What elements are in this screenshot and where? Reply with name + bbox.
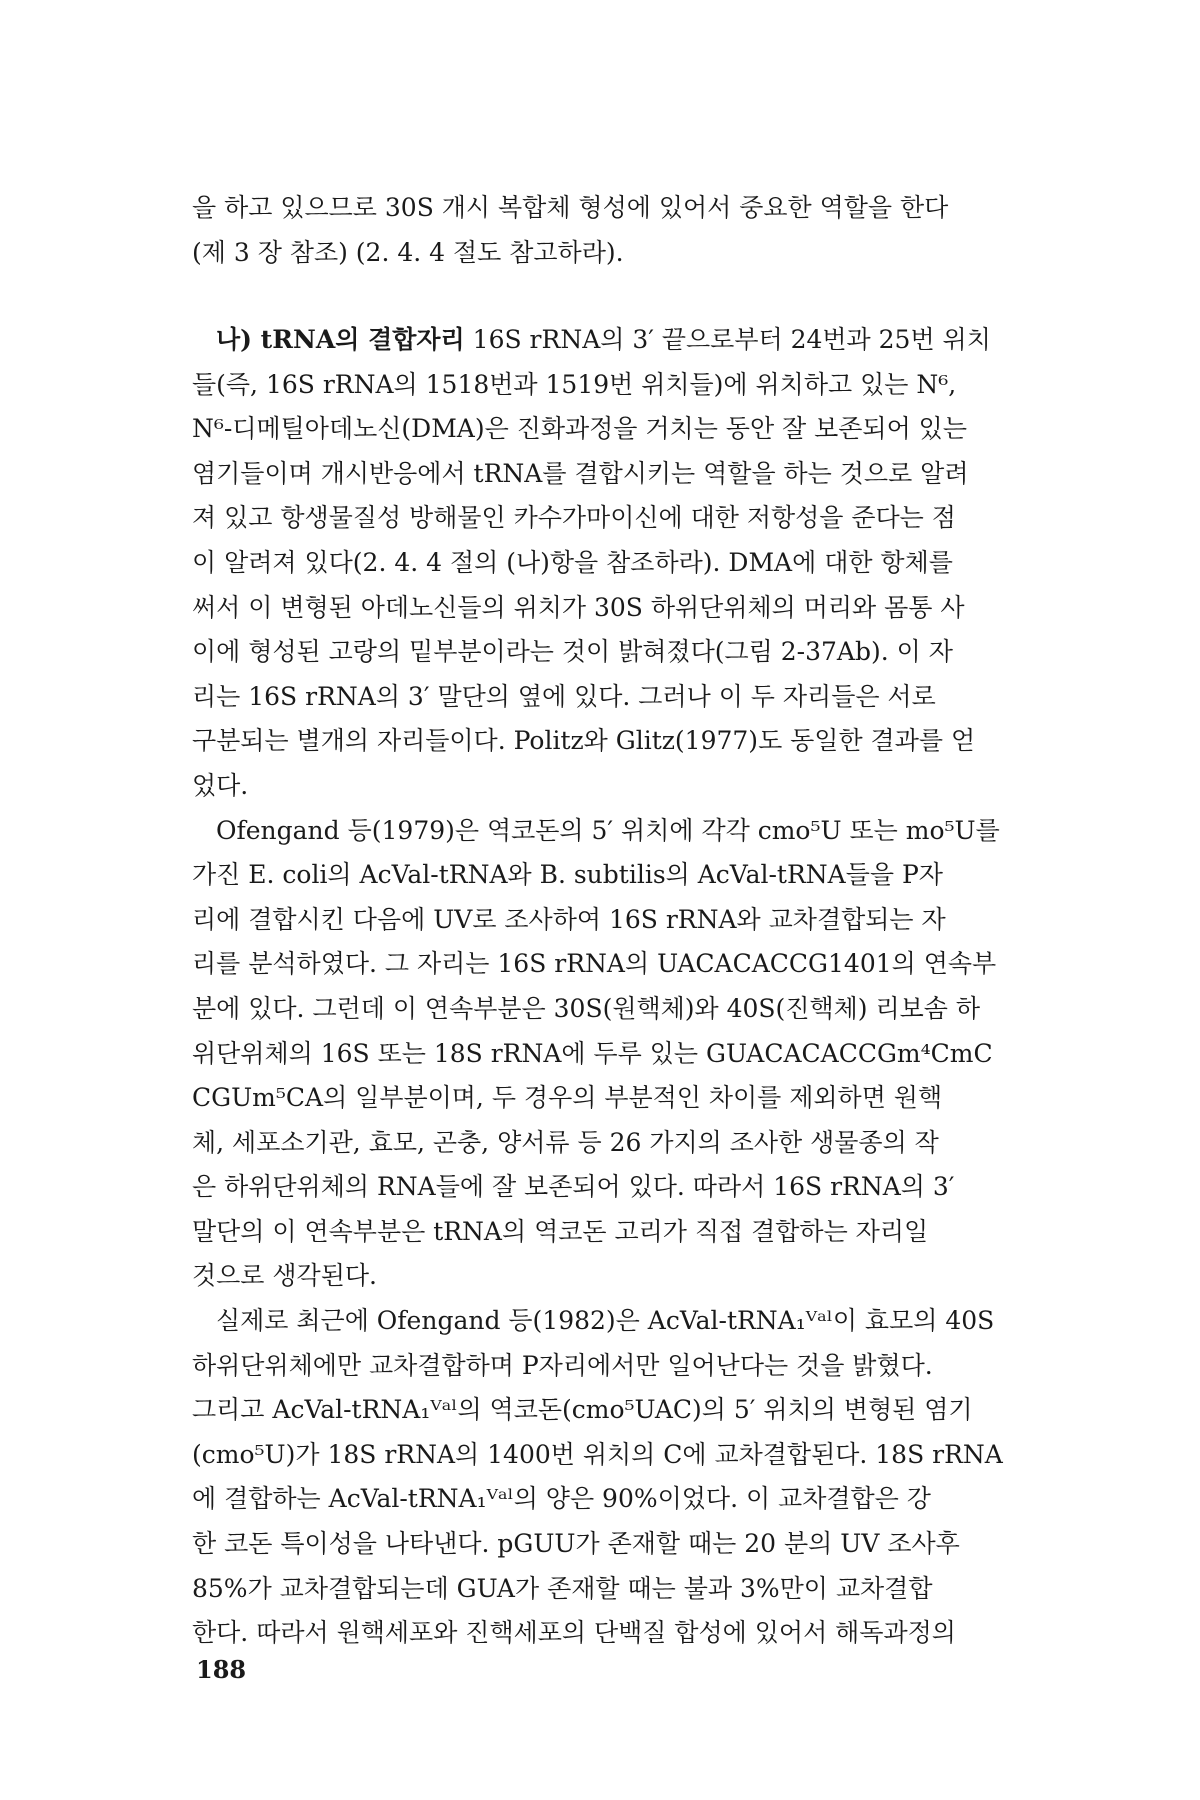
text-line: 말단의 이 연속부분은 tRNA의 역코돈 고리가 직접 결합하는 자리일 <box>192 1216 929 1246</box>
text-line: 위단위체의 16S 또는 18S rRNA에 두루 있는 GUACACACCGm⁴CmC <box>192 1038 993 1068</box>
text-line: Ofengand 등(1979)은 역코돈의 5′ 위치에 각각 cmo⁵U 또는 mo⁵U를 <box>216 815 1000 845</box>
text-line: 염기들이며 개시반응에서 tRNA를 결합시키는 역할을 하는 것으로 알려 <box>192 458 969 488</box>
text-line: 구분되는 별개의 자리들이다. Politz와 Glitz(1977)도 동일한 결과를 얻 <box>192 726 976 756</box>
intro-paragraph <box>192 186 1052 275</box>
text-line <box>192 318 1052 363</box>
text-line: 체, 세포소기관, 효모, 곤충, 양서류 등 26 가지의 조사한 생물종의 작 <box>192 1127 939 1157</box>
text-line: 한 코돈 특이성을 나타낸다. pGUU가 존재할 때는 20 분의 UV 조사후 <box>192 1529 960 1559</box>
text-line: 리는 16S rRNA의 3′ 말단의 옆에 있다. 그러나 이 두 자리들은 서로 <box>192 681 936 711</box>
body-paragraph <box>192 1299 1052 1656</box>
text-line: 하위단위체에만 교차결합하며 P자리에서만 일어난다는 것을 밝혔다. <box>192 1350 933 1380</box>
section-paragraph <box>192 318 1052 809</box>
page-number: 188 <box>196 1655 247 1684</box>
text-line: (제 3 장 참조) (2. 4. 4 절도 참고하라). <box>192 237 624 267</box>
text-line: 을 하고 있으므로 30S 개시 복합체 형성에 있어서 중요한 역할을 한다 <box>192 193 949 222</box>
text-line: 한다. 따라서 원핵세포와 진핵세포의 단백질 합성에 있어서 해독과정의 <box>192 1618 956 1648</box>
text-line: 그리고 AcVal-tRNA₁ⱽᵃˡ의 역코돈(cmo⁵UAC)의 5′ 위치의 변형된 염기 <box>192 1395 973 1425</box>
text-line: 었다. <box>192 770 249 800</box>
text-line: 리에 결합시킨 다음에 UV로 조사하여 16S rRNA와 교차결합되는 자 <box>192 904 946 934</box>
text-line: 들(즉, 16S rRNA의 1518번과 1519번 위치들)에 위치하고 있는 N⁶, <box>192 369 957 399</box>
text-line: (cmo⁵U)가 18S rRNA의 1400번 위치의 C에 교차결합된다. 18S rRNA <box>192 1439 1003 1469</box>
text-line: 것으로 생각된다. <box>192 1261 377 1291</box>
text-line: 써서 이 변형된 아데노신들의 위치가 30S 하위단위체의 머리와 몸통 사 <box>192 592 965 622</box>
text-line: 실제로 최근에 Ofengand 등(1982)은 AcVal-tRNA₁ⱽᵃˡ이 효모의 40S <box>216 1306 995 1336</box>
text-line: 이에 형성된 고랑의 밑부분이라는 것이 밝혀졌다(그림 2-37Ab). 이 자 <box>192 637 953 667</box>
text-line: N⁶-디메틸아데노신(DMA)은 진화과정을 거치는 동안 잘 보존되어 있는 <box>192 414 967 444</box>
text-line: 분에 있다. 그런데 이 연속부분은 30S(원핵체)와 40S(진핵체) 리보솜 하 <box>192 993 981 1023</box>
text-line: 은 하위단위체의 RNA들에 잘 보존되어 있다. 따라서 16S rRNA의 3′ <box>192 1172 955 1202</box>
text-line: 가진 E. coli의 AcVal-tRNA와 B. subtilis의 AcVal-tRNA들을 P자 <box>192 860 943 890</box>
text-line: 85%가 교차결합되는데 GUA가 존재할 때는 불과 3%만이 교차결합 <box>192 1573 933 1603</box>
text-line: 리를 분석하였다. 그 자리는 16S rRNA의 UACACACCG1401의 연속부 <box>192 949 997 979</box>
section-heading: 나) tRNA의 결합자리 <box>216 325 465 354</box>
text-line: 에 결합하는 AcVal-tRNA₁ⱽᵃˡ의 양은 90%이었다. 이 교차결합은 강 <box>192 1484 931 1514</box>
text-line: 져 있고 항생물질성 방해물인 카수가마이신에 대한 저항성을 준다는 점 <box>192 503 956 533</box>
text-line: 이 알려져 있다(2. 4. 4 절의 (나)항을 참조하라). DMA에 대한 항체를 <box>192 547 953 577</box>
main-body <box>192 318 1052 1656</box>
text-line-continued: 16S rRNA의 3′ 끝으로부터 24번과 25번 위치 <box>464 325 991 354</box>
text-line: CGUm⁵CA의 일부분이며, 두 경우의 부분적인 차이를 제외하면 원핵 <box>192 1083 943 1113</box>
body-paragraph <box>192 809 1052 1300</box>
